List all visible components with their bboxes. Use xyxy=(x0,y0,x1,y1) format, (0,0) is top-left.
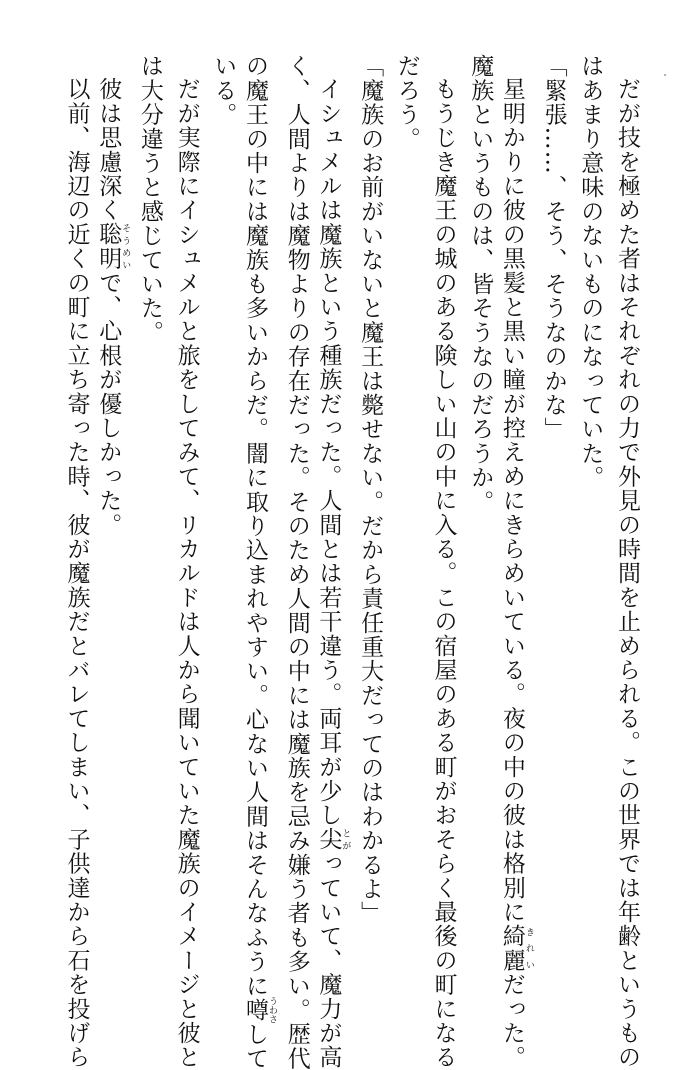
text-column: イシュメルは魔族という種族だった。人間とは若干違う。両耳が少し尖 とがっていて、魔力が高 xyxy=(315,77,351,1070)
page-corner-mark xyxy=(664,74,666,76)
text-column: は大分違うと感じていた。 xyxy=(136,54,163,345)
ruby-reading: きれい xyxy=(523,924,534,973)
text-column: だろう。 xyxy=(393,54,420,151)
ruby-annotation: 綺麗 きれい xyxy=(498,924,534,973)
text-column: 魔族というものは、皆そうなのだろうか。 xyxy=(467,54,494,514)
text-column: 「緊張……、そう、そうなのかな」 xyxy=(540,54,567,442)
text-column: だが技を極めた者はそれぞれの力で外見の時間を止められる。この世界では年齢というもの xyxy=(614,77,640,1070)
ruby-annotation: 聡明 そうめい xyxy=(95,222,131,271)
text-column: 「魔族のお前がいないと魔王は斃せない。だから責任重大だってのはわかるよ」 xyxy=(357,54,384,926)
text-column: 彼は思慮深く聡明 そうめいで、心根が優しかった。 xyxy=(95,77,131,537)
text-column: く、人間よりは魔物よりの存在だった。そのため人間の中には魔族を忌み嫌う者も多い。歴代 xyxy=(283,54,310,1070)
ruby-annotation: 尖 とが xyxy=(315,827,351,852)
ruby-reading: うわさ xyxy=(267,996,277,1024)
ruby-reading: とが xyxy=(340,827,351,852)
text-column: 星明かりに彼の黒髪と黒い瞳が控えめにきらめいている。夜の中の彼は格別に綺麗 きれいだった。 xyxy=(498,77,534,1070)
ruby-annotation: 噂 うわさ xyxy=(242,996,277,1024)
text-column: はあまり意味のないものになっていた。 xyxy=(577,54,604,490)
ruby-reading: そうめい xyxy=(120,222,131,271)
text-column: の魔王の中には魔族も多いからだ。闇に取り込まれやすい。心ない人間はそんなふうに噂 うわさして xyxy=(242,54,277,1070)
text-column: もうじき魔王の城のある険しい山の中に入る。この宿屋のある町がおそらく最後の町になる xyxy=(430,77,457,1070)
text-column: 以前、海辺の近くの町に立ち寄った時、彼が魔族だとバレてしまい、子供達から石を投げら xyxy=(63,77,90,1070)
text-column: いる。 xyxy=(210,54,237,127)
text-column: だが実際にイシュメルと旅をしてみて、リカルドは人から聞いていた魔族のイメージと彼と xyxy=(173,77,200,1070)
